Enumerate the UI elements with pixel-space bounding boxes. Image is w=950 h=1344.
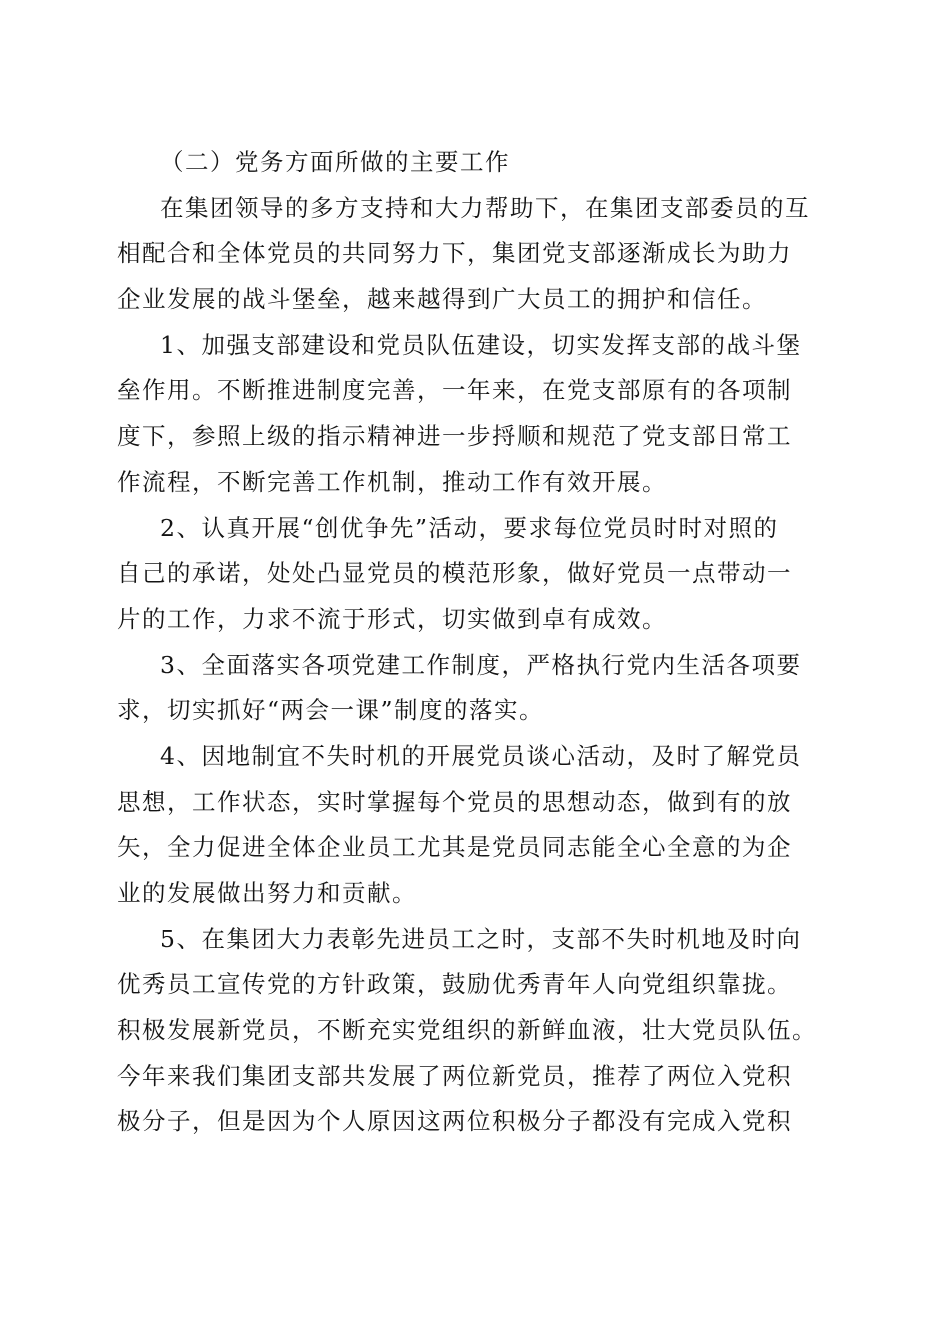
text-line: 业的发展做出努力和贡献。 bbox=[117, 879, 417, 907]
document-body bbox=[117, 140, 837, 1145]
text-line: 度下，参照上级的指示精神进一步捋顺和规范了党支部日常工 bbox=[117, 422, 792, 451]
paragraph-intro bbox=[117, 186, 837, 323]
section-heading: （二）党务方面所做的主要工作 bbox=[160, 148, 510, 176]
text-line: 积极发展新党员，不断充实党组织的新鲜血液，壮大党员队伍。 bbox=[117, 1016, 817, 1045]
paragraph-item-2 bbox=[117, 506, 837, 643]
text-line: 极分子，但是因为个人原因这两位积极分子都没有完成入党积 bbox=[117, 1107, 792, 1136]
text-line: 矢，全力促进全体企业员工尤其是党员同志能全心全意的为企 bbox=[117, 833, 792, 862]
paragraph-item-1 bbox=[117, 323, 837, 506]
text-line: 5、在集团大力表彰先进员工之时，支部不失时机地及时向 bbox=[160, 924, 802, 953]
text-line: 优秀员工宣传党的方针政策，鼓励优秀青年人向党组织靠拢。 bbox=[117, 970, 792, 999]
paragraph-item-5 bbox=[117, 917, 837, 1145]
text-line: 求，切实抓好“两会一课”制度的落实。 bbox=[117, 696, 545, 725]
paragraph-item-3 bbox=[117, 643, 837, 734]
text-line: 相配合和全体党员的共同努力下，集团党支部逐渐成长为助力 bbox=[117, 239, 792, 268]
text-line: 3、全面落实各项党建工作制度，严格执行党内生活各项要 bbox=[160, 650, 802, 679]
text-line: 作流程，不断完善工作机制，推动工作有效开展。 bbox=[117, 467, 667, 496]
text-line: 今年来我们集团支部共发展了两位新党员，推荐了两位入党积 bbox=[117, 1061, 792, 1090]
text-line: 1、加强支部建设和党员队伍建设，切实发挥支部的战斗堡 bbox=[160, 330, 802, 359]
paragraph-item-4 bbox=[117, 734, 837, 917]
text-line: 自己的承诺，处处凸显党员的模范形象，做好党员一点带动一 bbox=[117, 559, 792, 588]
text-line: 在集团领导的多方支持和大力帮助下，在集团支部委员的互 bbox=[160, 193, 810, 222]
text-line: 2、认真开展“创优争先”活动，要求每位党员时时对照的 bbox=[160, 513, 779, 542]
text-line: 4、因地制宜不失时机的开展党员谈心活动，及时了解党员 bbox=[160, 741, 802, 770]
text-line: 片的工作，力求不流于形式，切实做到卓有成效。 bbox=[117, 604, 667, 633]
text-line: 垒作用。不断推进制度完善，一年来，在党支部原有的各项制 bbox=[117, 376, 792, 405]
text-line: 思想，工作状态，实时掌握每个党员的思想动态，做到有的放 bbox=[117, 787, 792, 816]
text-line: 企业发展的战斗堡垒，越来越得到广大员工的拥护和信任。 bbox=[117, 285, 767, 314]
